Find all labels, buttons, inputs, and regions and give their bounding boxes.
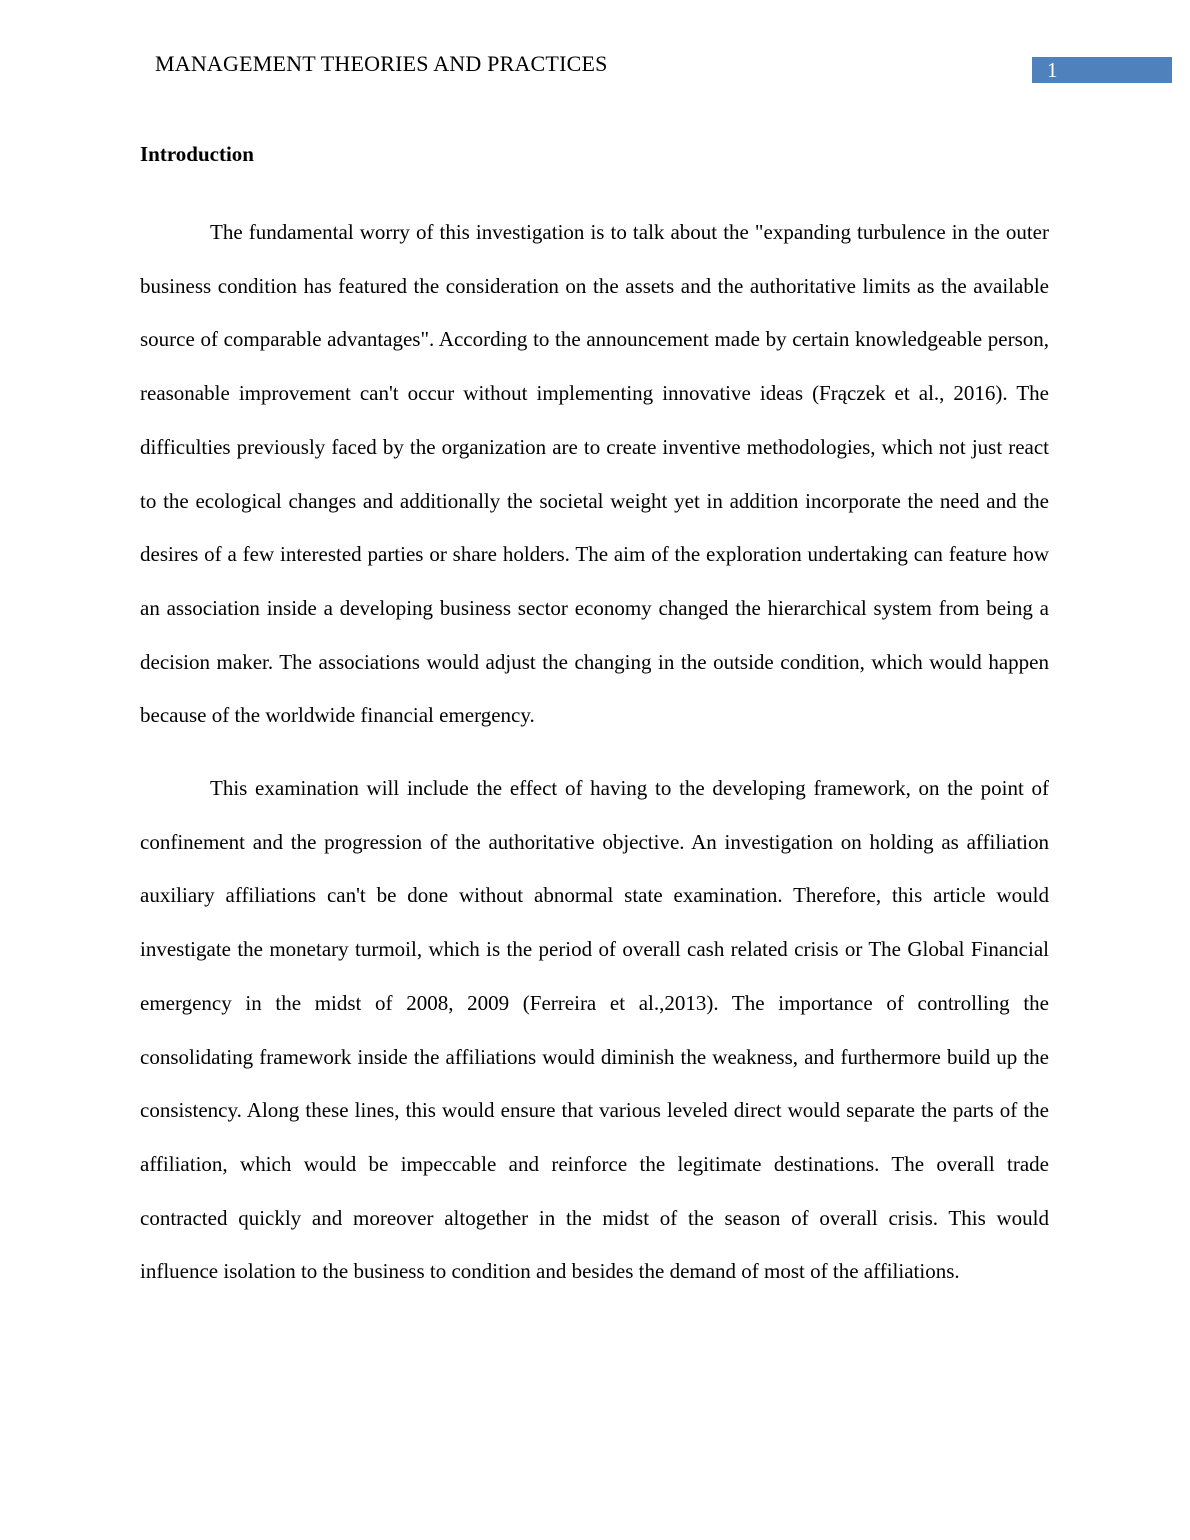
running-head: MANAGEMENT THEORIES AND PRACTICES bbox=[155, 51, 608, 76]
page-number: 1 bbox=[1047, 58, 1058, 82]
paragraph-1: The fundamental worry of this investigation is to talk about the "expanding turbulence in the outer business condition has featured the consideration on the assets and the authoritative limits as the available source of comparable advantages". According to the announcement made by certain knowledgeable person, reasonable improvement can't occur without implementing innovative ideas (Frączek et al., 2016). The difficulties previously faced by the organization are to create inventive methodologies, which not just react to the ecological changes and additionally the societal weight yet in addition incorporate the need and the desires of a few interested parties or share holders. The aim of the exploration undertaking can feature how an association inside a developing business sector economy changed the hierarchical system from being a decision maker. The associations would adjust the changing in the outside condition, which would happen because of the worldwide financial emergency. bbox=[140, 220, 1049, 728]
paragraph-2: This examination will include the effect of having to the developing framework, on the point of confinement and the progression of the authoritative objective. An investigation on holding as affiliation auxiliary affiliations can't be done without abnormal state examination. Therefore, this article would investigate the monetary turmoil, which is the period of overall cash related crisis or The Global Financial emergency in the midst of 2008, 2009 (Ferreira et al.,2013). The importance of controlling the consolidating framework inside the affiliations would diminish the weakness, and furthermore build up the consistency. Along these lines, this would ensure that various leveled direct would separate the parts of the affiliation, which would be impeccable and reinforce the legitimate destinations. The overall trade contracted quickly and moreover altogether in the midst of the season of overall crisis. This would influence isolation to the business to condition and besides the demand of most of the affiliations. bbox=[140, 776, 1049, 1284]
page-number-box bbox=[1032, 57, 1172, 83]
section-heading: Introduction bbox=[140, 142, 254, 166]
document-body bbox=[140, 138, 1049, 1299]
